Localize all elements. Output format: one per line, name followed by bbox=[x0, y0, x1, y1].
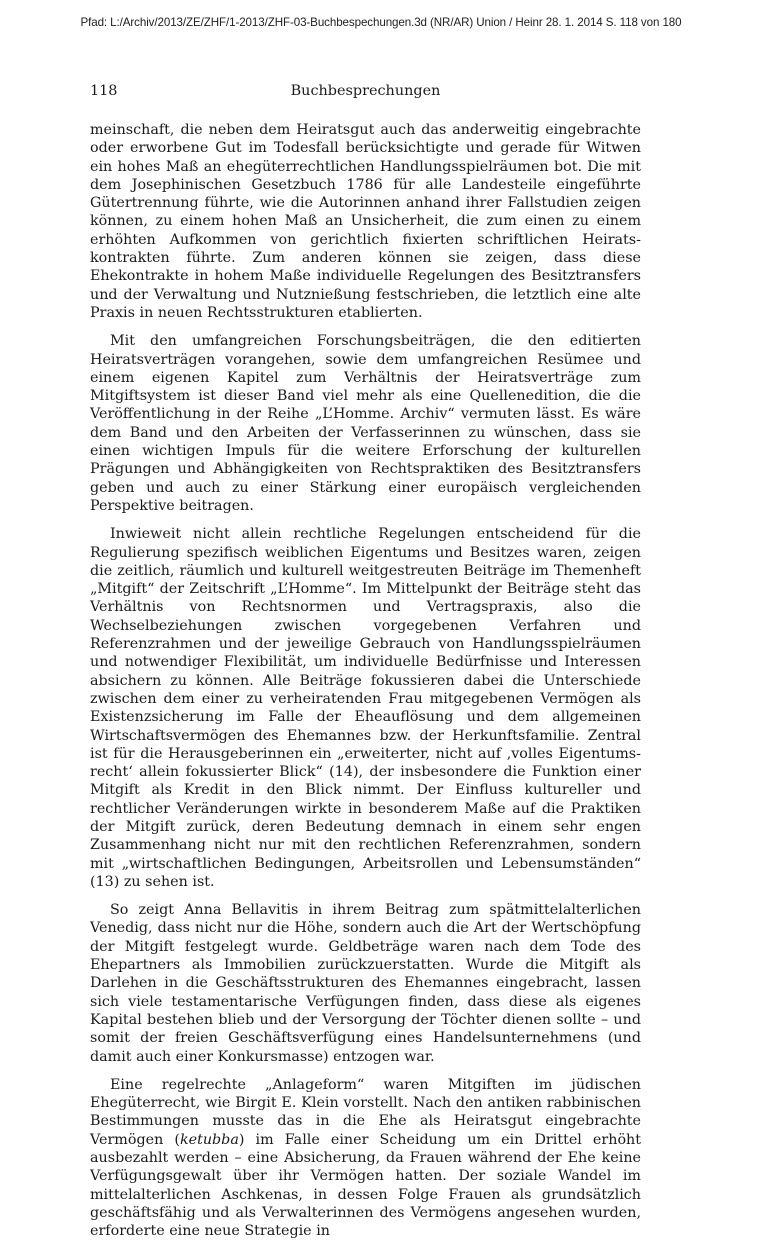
article-body bbox=[90, 121, 641, 1241]
paragraph-5 bbox=[90, 1076, 641, 1241]
paragraph-text: Eine regelrechte „Anlageform“ waren Mitgiften im jüdischen Ehegüterrecht, wie Birgit E. Klein vorstellt. Nach den antiken rabbinischen Bestimmungen musste das in die Ehe als Heiratsgut eingebrachte Vermögen ( bbox=[90, 1076, 641, 1148]
italic-term-ketubba: ketubba bbox=[179, 1131, 239, 1148]
paragraph-4 bbox=[90, 901, 641, 1066]
paragraph-text: So zeigt Anna Bellavitis in ihrem Beitrag zum spätmittelalterlichen Venedig, dass nicht nur die Höhe, sondern auch die Art der Wertschöpfung der Mitgift festgelegt wurde. Geldbeträge waren nach dem Tode des Ehepartners als Immobilien zurückzuerstatten. Wurde die Mitgift als Darlehen in die Geschäftsstrukturen des Ehemannes eingebracht, lassen sich viele testamentarische Verfügungen finden, dass diese als eigenes Kapital bestehen blieb und der Versorgung der Töchter dienen sollte – und somit der freien Geschäftsverfügung eines Handelsunternehmens (und damit auch einer Konkursmasse) entzogen war. bbox=[90, 902, 641, 1065]
paragraph-text: Mit den umfangreichen Forschungsbeiträgen, die den editierten Heiratsverträgen vorangehen, sowie dem umfangreichen Resümee und einem eigenen Kapitel zum Verhältnis der Heiratsverträge zum Mitgiftsystem ist dieser Band viel mehr als eine Quellenedition, die die Veröffentlichung in der Reihe „L’Homme. Archiv“ vermuten lässt. Es wäre dem Band und den Arbeiten der Verfasserinnen zu wünschen, dass sie einen wichtigen Impuls für die weitere Erforschung der kulturellen Prägungen und Abhängigkeiten von Rechtspraktiken des Besitztransfers geben und auch zu einer Stärkung einer europäisch vergleichenden Perspektive beitragen. bbox=[90, 333, 641, 514]
printer-slug-line: Pfad: L:/Archiv/2013/ZE/ZHF/1-2013/ZHF-03-Buchbespechungen.3d (NR/AR) Union / Heinr 28. 1. 2014 S. 118 von 180 bbox=[80, 16, 682, 29]
paragraph-1 bbox=[90, 121, 641, 322]
page-number: 118 bbox=[90, 83, 118, 99]
paragraph-text: ) im Falle einer Scheidung um ein Drittel erhöht ausbezahlt werden – eine Absicherung, da Frauen während der Ehe keine Verfügungsgewalt über ihr Vermögen hatten. Der soziale Wandel im mittelalterlichen Aschkenas, in dessen Folge Frauen als grundsätzlich geschäftsfähig und als Verwalterinnen des Vermögens angesehen wurden, erforderte eine neue Strategie in bbox=[90, 1131, 641, 1240]
paragraph-3 bbox=[90, 525, 641, 891]
paragraph-2 bbox=[90, 332, 641, 515]
paragraph-text: Inwieweit nicht allein rechtliche Regelungen entscheidend für die Regulierung spezifisch weiblichen Eigentums und Besitzes waren, zeigen die zeitlich, räumlich und kulturell weitgestreuten Beiträge im Themenheft „Mitgift“ der Zeitschrift „L’Homme“. Im Mittelpunkt der Beiträge steht das Verhältnis von Rechtsnormen und Vertragspraxis, also die Wechselbeziehungen zwischen vorgegebenen Verfahren und Referenzrahmen und der jeweilige Gebrauch von Handlungsspielräumen und notwendiger Flexibilität, um individuelle Bedürfnisse und Interessen absichern zu können. Alle Beiträge fokussieren dabei die Unterschiede zwischen dem einer zu verheiratenden Frau mitgegebenen Vermögen als Existenzsicherung im Falle der Eheauflösung und dem allgemeinen Wirtschaftsvermögen des Ehemannes bzw. der Herkunftsfamilie. Zentral ist für die Herausgeberinnen ein „erweiterter, nicht auf ‚volles Eigentumsrecht‘ allein fokussierter Blick“ (14), der insbesondere die Funktion einer Mitgift als Kredit in den Blick nimmt. Der Einfluss kultureller und rechtlicher Veränderungen wirkte in besonderem Maße auf die Praktiken der Mitgift zurück, deren Bedeutung demnach in einem sehr engen Zusammenhang nicht nur mit den rechtlichen Referenzrahmen, sondern mit „wirtschaftlichen Bedingungen, Arbeitsrollen und Lebensumständen“ (13) zu sehen ist. bbox=[90, 526, 641, 890]
page-header bbox=[90, 83, 641, 103]
running-title: Buchbesprechungen bbox=[290, 83, 441, 99]
paragraph-text: meinschaft, die neben dem Heiratsgut auch das anderweitig eingebrachte oder erworbene Gut im Todesfall berücksichtigte und gerade für Witwen ein hohes Maß an ehegüterrechtlichen Handlungsspielräumen bot. Die mit dem Josephinischen Gesetzbuch 1786 für alle Landesteile eingeführte Gütertrennung führte, wie die Autorinnen anhand ihrer Fallstudien zeigen können, zu einem hohen Maß an Unsicherheit, die zum einen zu einem erhöhten Aufkommen von gerichtlich fixierten schriftlichen Heiratskontrakten führte. Zum anderen können sie zeigen, dass diese Ehekontrakte in hohem Maße individuelle Regelungen des Besitztransfers und der Verwaltung und Nutznießung festschrieben, die letztlich eine alte Praxis in neuen Rechtsstrukturen etablierten. bbox=[90, 122, 641, 321]
